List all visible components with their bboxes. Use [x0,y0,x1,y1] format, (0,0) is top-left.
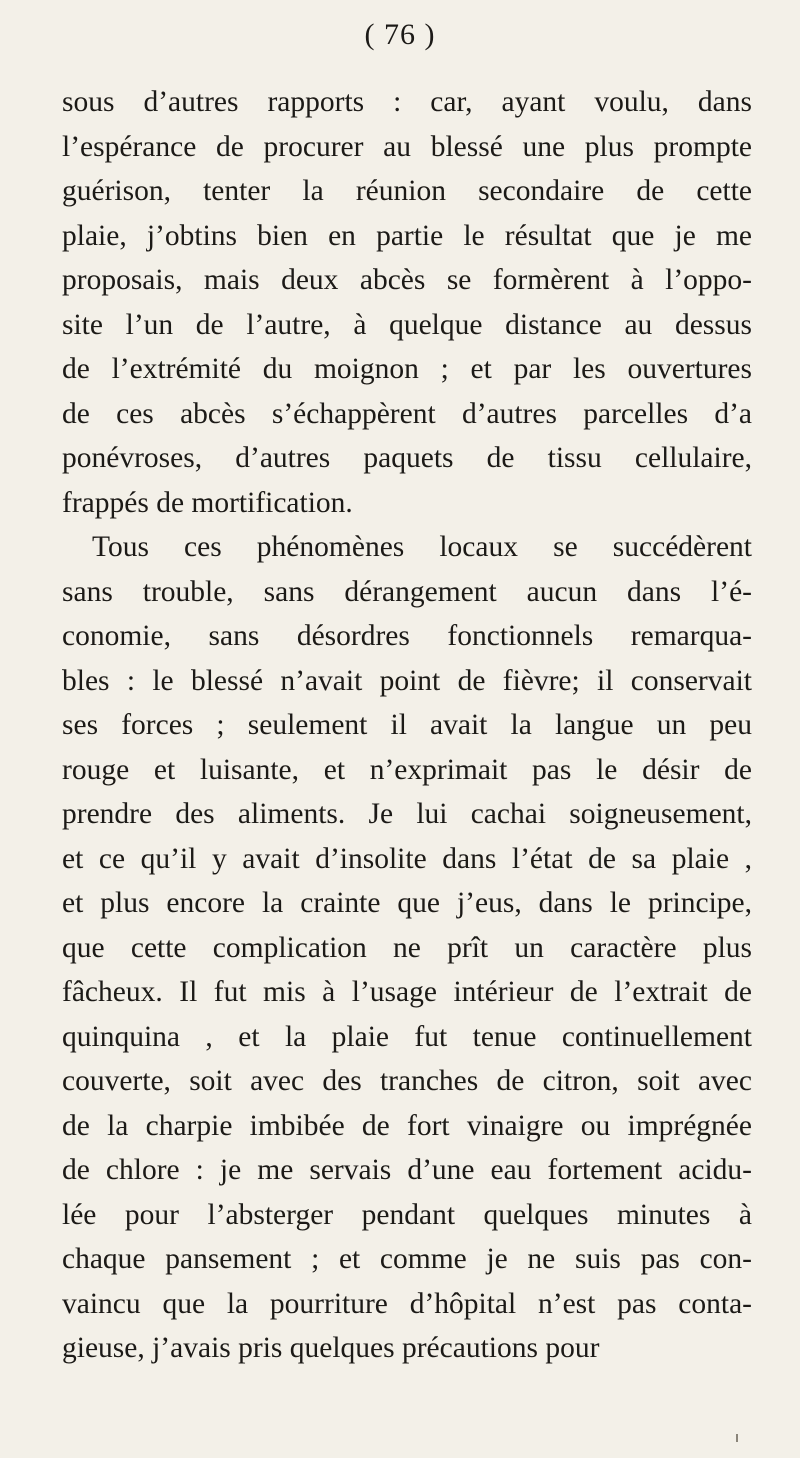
text-line: quinquina , et la plaie fut tenue continuellement [62,1020,752,1053]
text-line: sous d’autres rapports : car, ayant voulu, dans [62,86,752,118]
text-line: de chlore : je me servais d’une eau fortement acidu- [62,1154,752,1186]
text-line: couverte, soit avec des tranches de citron, soit avec [62,1065,752,1097]
text-line: guérison, tenter la réunion secondaire de cette [62,175,752,207]
text-line: l’espérance de procurer au blessé une plus prompte [62,130,752,163]
body-text [62,80,752,1371]
text-line: prendre des aliments. Je lui cachai soigneusement, [62,798,752,830]
text-line: ponévroses, d’autres paquets de tissu cellulaire, [62,442,752,474]
paper-speck [736,1434,738,1442]
text-line: de l’extrémité du moignon ; et par les ouvertures [62,353,752,385]
text-line: conomie, sans désordres fonctionnels remarqua- [62,620,752,652]
text-line: lée pour l’absterger pendant quelques minutes à [62,1198,752,1231]
text-line: et ce qu’il y avait d’insolite dans l’état de sa plaie , [62,842,752,875]
text-line: et plus encore la crainte que j’eus, dans le principe, [62,887,752,919]
text-line: frappés de mortification. [62,486,353,519]
text-line: proposais, mais deux abcès se formèrent à l’oppo- [62,264,752,296]
text-line: ses forces ; seulement il avait la langue un peu [62,709,752,741]
text-line: site l’un de l’autre, à quelque distance au dessus [62,308,752,341]
text-line: de ces abcès s’échappèrent d’autres parcelles d’a [62,397,752,430]
text-line: Tous ces phénomènes locaux se succédèrent [92,531,752,563]
text-line: que cette complication ne prît un caractère plus [62,931,752,964]
text-line: rouge et luisante, et n’exprimait pas le désir de [62,753,752,786]
text-line: chaque pansement ; et comme je ne suis pas con- [62,1243,752,1275]
text-line: gieuse, j’avais pris quelques précautions pour [62,1332,600,1364]
text-line: plaie, j’obtins bien en partie le résultat que je me [62,219,752,252]
text-line: vaincu que la pourriture d’hôpital n’est pas conta- [62,1287,752,1320]
text-line: fâcheux. Il fut mis à l’usage intérieur de l’extrait de [62,976,752,1008]
text-line: bles : le blessé n’avait point de fièvre; il conservait [62,664,752,697]
text-line: de la charpie imbibée de fort vinaigre ou imprégnée [62,1109,752,1142]
text-line: sans trouble, sans dérangement aucun dans l’é- [62,575,752,608]
page-number: ( 76 ) [364,18,436,51]
